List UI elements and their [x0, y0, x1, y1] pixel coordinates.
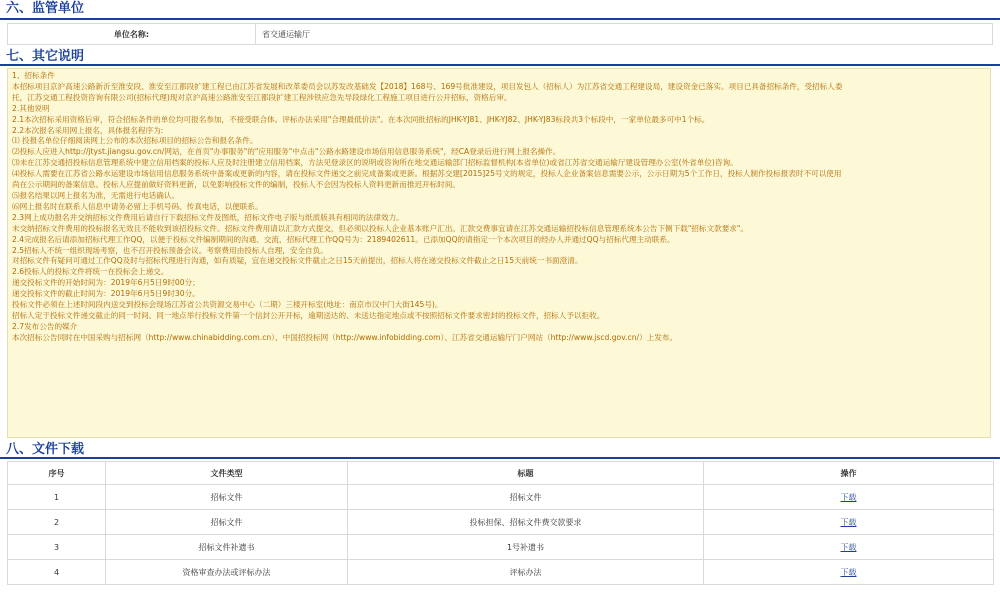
note-line: 2.6投标人的投标文件将统一在投标会上递交。 [12, 267, 169, 277]
download-link[interactable]: 下载 [840, 517, 857, 527]
note-line: 2.4完成报名后请添加招标代理工作QQ，以便于投标文件编制期间的沟通、交流，招标代理工作QQ号为：2189402611。已添加QQ的请指定一个本次项目的经办人并通过QQ与招标代理主动联系。 [12, 234, 675, 244]
section-title-file-download: 八、文件下载 [0, 441, 1000, 459]
note-line: 未交纳招标文件费用的投标报名无效且不能收到该招投标文件。招标文件费用请以汇款方式提交，但必须以投标人企业基本账户汇出。汇款交费事宜请在江苏交通运输招投标信息管理系统本公告下侧下载"招标文款要求"。 [12, 223, 748, 233]
note-line: ⑶未在江苏交通招投标信息管理系统中建立信用档案的投标人应及时注册建立信用档案，方法见登录区的说明或咨询所在地交通运输部门招标监督机构(本省单位)或省江苏省交通运输厅建设管理办公室(外省单位)咨询。 [12, 158, 738, 168]
row-action [704, 485, 994, 510]
notes-panel [7, 68, 991, 438]
row-type: 招标文件 [106, 485, 348, 510]
col-header-title: 标题 [348, 462, 704, 485]
col-header-type: 文件类型 [106, 462, 348, 485]
row-no: 3 [8, 535, 106, 560]
note-line: 2.7发布公告的媒介 [12, 321, 78, 331]
row-title: 评标办法 [348, 560, 704, 585]
note-line: 递交投标文件的开始时间为：2019年6月5日9时00分； [12, 278, 200, 288]
row-title: 招标文件 [348, 485, 704, 510]
col-header-no: 序号 [8, 462, 106, 485]
download-link[interactable]: 下载 [840, 542, 857, 552]
note-line: 2.2本次报名采用网上报名，具体报名程序为: [12, 125, 164, 135]
note-line: ⑸报名结果以网上报名为准，无需进行电话确认。 [12, 190, 180, 200]
row-action [704, 560, 994, 585]
row-type: 招标文件 [106, 510, 348, 535]
section-title-other-notes: 七、其它说明 [0, 48, 1000, 66]
note-line: 1、招标条件 [12, 71, 55, 80]
note-line: 2.其他说明 [12, 103, 50, 113]
row-type: 资格审查办法或评标办法 [106, 560, 348, 585]
supervisor-value: 省交通运输厅 [256, 24, 993, 45]
note-line: 2.1本次招标采用资格后审，符合招标条件的单位均可报名参加，不接受联合体。评标办法采用"合理最低价法"。在本次同批招标的JHK-YJ81、JHK-YJ82、JHK-YJ83标段共3个标段中，一家单位最多可中1个标。 [12, 114, 710, 124]
row-title: 投标担保、招标文件费交款要求 [348, 510, 704, 535]
note-line: 2.5招标人不统一组织现场考察，也不召开投标预备会议。考察费用由投标人自理，安全自负。 [12, 245, 328, 255]
note-line: ⑹网上报名时在联系人信息中请务必留上手机号码、传真电话，以便联系。 [12, 201, 263, 211]
note-line: 2.3网上成功报名并交纳招标文件费用后请自行下载招标文件及图纸，招标文件电子版与纸质版具有相同的法律效力。 [12, 212, 404, 222]
row-type: 招标文件补遗书 [106, 535, 348, 560]
download-link[interactable]: 下载 [840, 567, 857, 577]
table-row [8, 535, 994, 560]
row-no: 2 [8, 510, 106, 535]
note-line: ⑵投标人应进入http://jtyst.jiangsu.gov.cn/网站，在首页"办事服务"的"应用服务"中点击"公路水路建设市场信用信息服务系统"，经CA登录后进行网上报名操作。 [12, 147, 561, 157]
section-title-supervisor: 六、监管单位 [0, 0, 1000, 20]
table-row [8, 560, 994, 585]
note-line: 递交投标文件的截止时间为：2019年6月5日9时30分。 [12, 289, 200, 299]
row-action [704, 510, 994, 535]
note-line: 招标人定于投标文件递交截止的同一时间、同一地点举行投标文件第一个信封公开开标，逾期送达的、未送达指定地点或不按照招标文件要求密封的投标文件，招标人予以拒收。 [12, 310, 605, 320]
files-header-row [8, 462, 994, 485]
row-no: 4 [8, 560, 106, 585]
note-line: 托，江苏交通工程投资咨询有限公司(招标代理)现对京沪高速公路淮安至江都段扩建工程涉铁应急先导段绿化工程施工项目进行公开招标，资格后审。 [12, 92, 512, 102]
supervisor-row [8, 24, 993, 45]
row-action [704, 535, 994, 560]
table-row [8, 510, 994, 535]
col-header-action: 操作 [704, 462, 994, 485]
note-line: 本次招标公告同时在中国采购与招标网（http://www.chinabidding.com.cn）、中国招投标网（http://www.infobidding.com）、江苏省交通运输厅门户网站（http://www.jscd.gov.cn/）上发布。 [12, 332, 678, 342]
supervisor-label: 单位名称: [8, 24, 256, 45]
supervisor-table [7, 23, 993, 45]
row-no: 1 [8, 485, 106, 510]
note-line: ⑷投标人需要在江苏省公路水运建设市场信用信息服务系统中备案或更新的内容，请在投标文件递交之前完成备案或更新。根据苏交建[2015]25号文的规定，投标人企业备案信息需要公示，公示日期为5个工作日，投标人制作投标报表时不可以使用 [12, 169, 842, 179]
files-table [7, 461, 994, 585]
note-line: 本招标项目京沪高速公路新沂至淮安段、淮安至江都段扩建工程已由江苏省发展和改革委员会以苏发改基础发【2018】168号、169号批准建设，项目发包人（招标人）为江苏省交通工程建设局，建设资金已落实。项目已具备招标条件，受招标人委 [12, 81, 843, 91]
table-row [8, 485, 994, 510]
note-line: 投标文件必须在上述时间段内送交到投标会现场江苏省公共资源交易中心（二期）三楼开标室(地址：南京市汉中门大街145号)。 [12, 300, 443, 310]
note-line: ⑴ 投报名单位仔细阅读网上公布的本次招标项目的招标公告和报名条件。 [12, 136, 258, 146]
note-line: 尚在公示期间的备案信息。投标人应提前做好资料更新，以免影响投标文件的编制，投标人不会因为投标人资料更新而推迟开标时间。 [12, 180, 461, 190]
download-link[interactable]: 下载 [840, 492, 857, 502]
note-line: 对招标文件有疑问可通过工作QQ及时与招标代理进行沟通，如有质疑，宜在递交投标文件截止之日15天前提出，招标人将在递交投标文件截止之日15天前统一书面澄清。 [12, 256, 583, 266]
row-title: 1号补遗书 [348, 535, 704, 560]
